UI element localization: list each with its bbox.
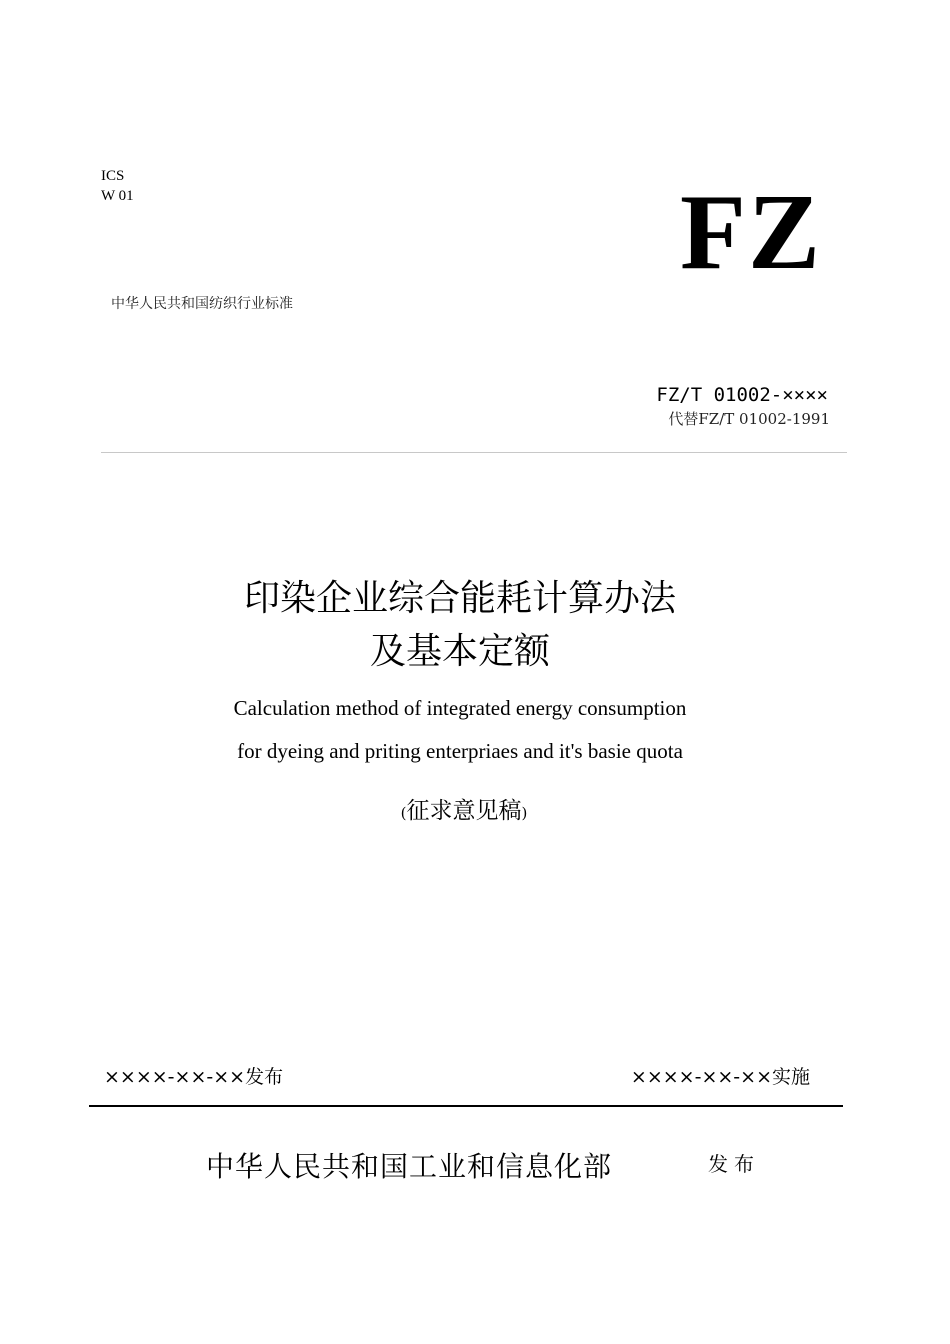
draft-paren-open: ( bbox=[400, 804, 407, 822]
title-en-line1: Calculation method of integrated energy consumption bbox=[233, 696, 687, 720]
header-divider bbox=[101, 452, 847, 453]
implementation-date: ××××-××-××实施 bbox=[630, 1066, 810, 1088]
draft-status bbox=[0, 795, 928, 829]
replaces-standard: 代替FZ/T 01002-1991 bbox=[668, 410, 830, 428]
issuing-ministry: 中华人民共和国工业和信息化部 bbox=[206, 1150, 613, 1183]
footer-divider bbox=[89, 1105, 843, 1107]
title-en-line2: for dyeing and priting enterpriaes and it's basie quota bbox=[237, 739, 683, 763]
draft-label: 征求意见稿 bbox=[406, 798, 522, 824]
publish-label: 发布 bbox=[708, 1152, 760, 1176]
industry-standard-label: 中华人民共和国纺织行业标准 bbox=[111, 296, 293, 312]
title-cn-line1: 印染企业综合能耗计算办法 bbox=[243, 578, 676, 619]
ics-code: ICS bbox=[101, 168, 125, 184]
title-cn-line2: 及基本定额 bbox=[369, 631, 550, 672]
ccs-code: W 01 bbox=[101, 188, 134, 204]
issue-date: ××××-××-××发布 bbox=[104, 1066, 284, 1088]
draft-paren-close: ) bbox=[521, 804, 528, 822]
fz-logo: FZ bbox=[680, 173, 823, 292]
standard-number: FZ/T 01002-×××× bbox=[656, 384, 828, 406]
